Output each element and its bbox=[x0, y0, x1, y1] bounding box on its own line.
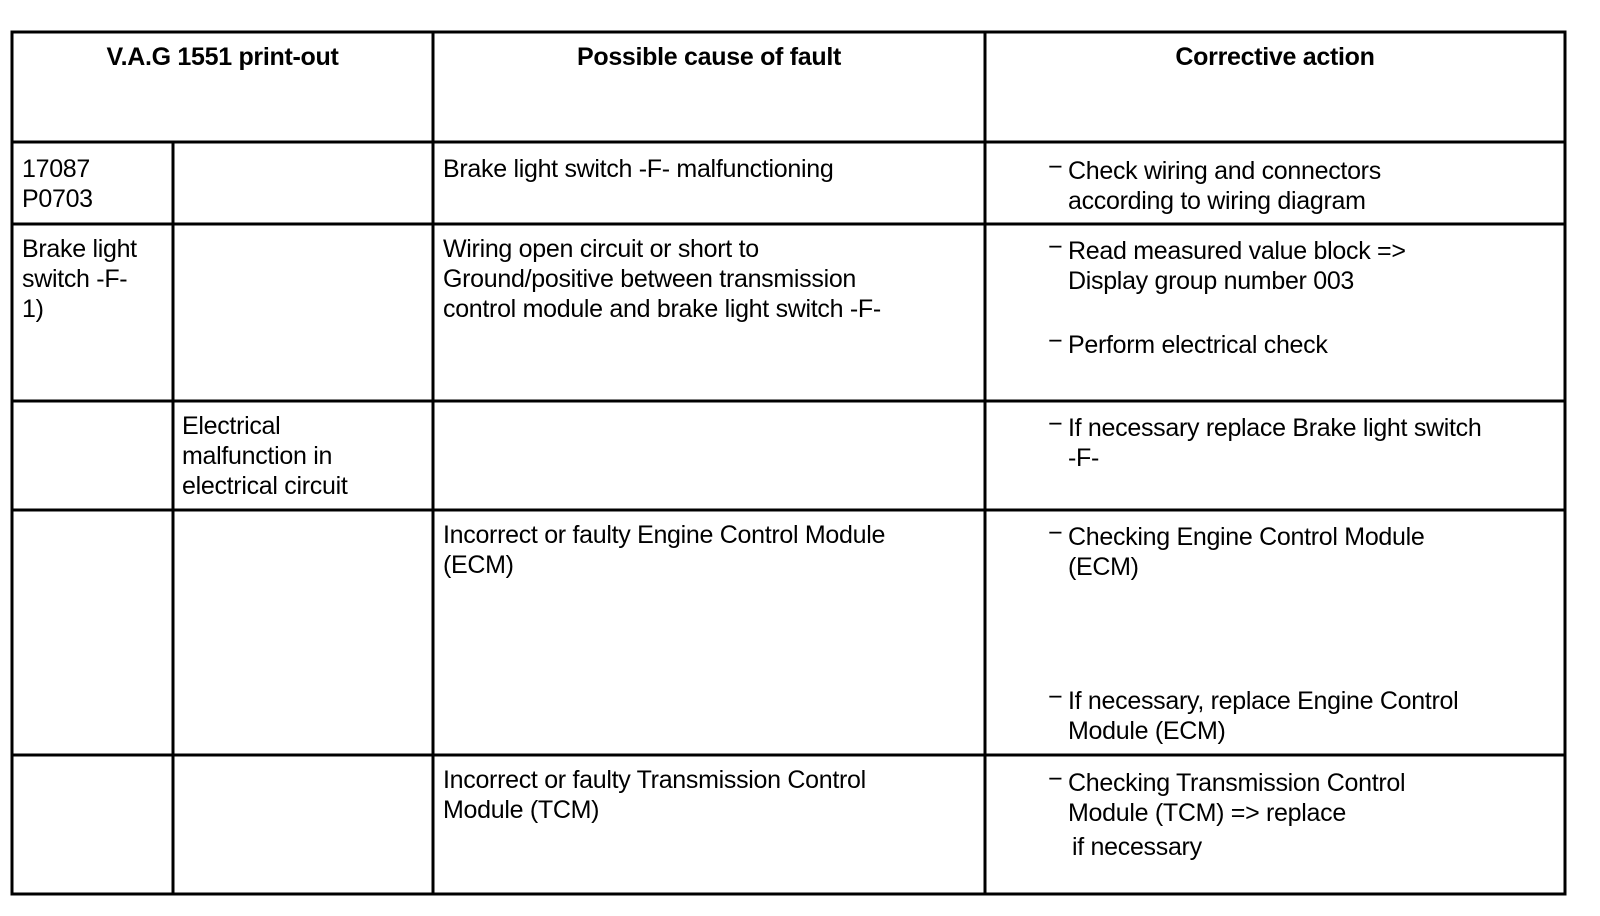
fault-cause: Wiring open circuit or short to Ground/positive between transmission control module and brake light switch -F- bbox=[443, 235, 881, 323]
corrective-action-item: − Read measured value block => Display group number 003 bbox=[1048, 233, 1406, 295]
fault-code: 17087 P0703 bbox=[22, 155, 93, 213]
corrective-action-item: − Check wiring and connectors according to wiring diagram bbox=[1048, 153, 1381, 215]
corrective-action-item: − If necessary, replace Engine Control Module (ECM) bbox=[1048, 683, 1459, 745]
dash-bullet: − bbox=[1048, 765, 1063, 793]
dash-bullet: − bbox=[1048, 410, 1063, 438]
corrective-action-item: − Perform electrical check bbox=[1048, 327, 1328, 359]
fault-symptom: Electrical malfunction in electrical circuit bbox=[182, 412, 348, 500]
dash-bullet: − bbox=[1048, 327, 1063, 355]
header-possible-cause: Possible cause of fault bbox=[576, 43, 841, 71]
dash-bullet: − bbox=[1048, 233, 1063, 261]
fault-cause: Brake light switch -F- malfunctioning bbox=[443, 155, 834, 183]
header-vag-printout: V.A.G 1551 print-out bbox=[106, 43, 339, 71]
fault-cause: Incorrect or faulty Engine Control Module (ECM) bbox=[443, 521, 886, 579]
dash-bullet: − bbox=[1048, 519, 1063, 547]
corrective-action-item: − If necessary replace Brake light switch -F- bbox=[1048, 410, 1482, 472]
header-corrective-action: Corrective action bbox=[1175, 43, 1375, 71]
dash-bullet: − bbox=[1048, 153, 1063, 181]
fault-cause: Incorrect or faulty Transmission Control Module (TCM) bbox=[443, 766, 866, 824]
dash-bullet: − bbox=[1048, 683, 1063, 711]
fault-component: Brake light switch -F- 1) bbox=[22, 235, 137, 323]
corrective-action-item: − Checking Engine Control Module (ECM) bbox=[1048, 519, 1425, 581]
corrective-action-item: − Checking Transmission Control Module (TCM) => replace if necessary bbox=[1048, 765, 1406, 861]
